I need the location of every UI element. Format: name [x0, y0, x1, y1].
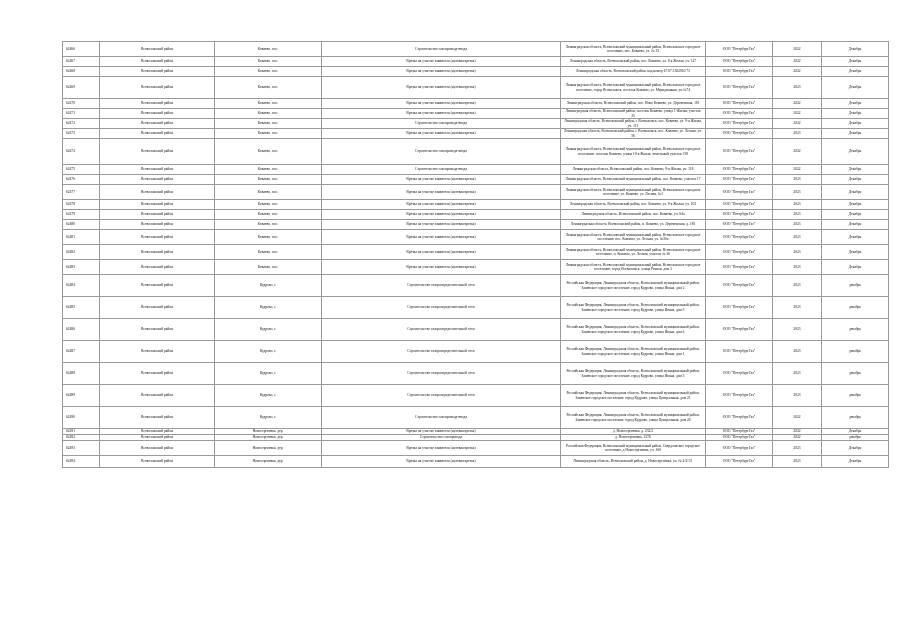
- cell-district: Всеволожский район: [100, 363, 215, 385]
- cell-month: Декабрь: [822, 210, 889, 220]
- cell-district: Всеволожский район: [100, 319, 215, 341]
- table-row: [63, 42, 889, 57]
- cell-organization: ООО "ПетербургГаз": [706, 42, 773, 57]
- table-row: [63, 109, 889, 119]
- cell-locality: Кудрово, г.: [215, 297, 322, 319]
- cell-month: Декабрь: [822, 42, 889, 57]
- cell-year: 2023: [773, 200, 822, 210]
- cell-work-type: Врезка на участке заявителя (нулевая врезка): [322, 129, 561, 139]
- cell-work-type: Врезка на участке заявителя (нулевая врезка): [322, 429, 561, 435]
- cell-month: Декабрь: [822, 57, 889, 67]
- cell-month: декабрь: [822, 297, 889, 319]
- cell-locality: Коваево, пос.: [215, 230, 322, 245]
- cell-address: Ленинградская область, Всеволожский муниципальный район, Всеволожское городское поселение, город Всеволожск, улица Речная, дом 3: [561, 260, 706, 275]
- cell-month: Декабрь: [822, 230, 889, 245]
- cell-month: декабрь: [822, 385, 889, 407]
- cell-month: Декабрь: [822, 109, 889, 119]
- cell-address: Ленинградская область, Всеволожский район, г. Всеволожск, пос. Коваево, ул. Лесная, уч. 56: [561, 129, 706, 139]
- cell-address: Ленинградская область, Всеволожский муниципальный район, Всеволожское городское поселение, пос. Коваево, ул. Лесная, уч. №30а: [561, 230, 706, 245]
- cell-year: 2023: [773, 175, 822, 185]
- cell-organization: ООО "ПетербургГаз": [706, 230, 773, 245]
- cell-work-type: Строительство газопровода-ввода: [322, 119, 561, 129]
- cell-district: Всеволожский район: [100, 42, 215, 57]
- cell-organization: ООО "ПетербургГаз": [706, 385, 773, 407]
- cell-address: Ленинградская область, Всеволожский район, д. Новосергиевка, ул. № 2/2/1/1: [561, 456, 706, 468]
- cell-month: декабрь: [822, 341, 889, 363]
- cell-id: 62481: [63, 230, 100, 245]
- cell-address: Ленинградская область, Всеволожский муниципальный район, Всеволожское городское поселение, пос. Коваево, ул. № 33: [561, 42, 706, 57]
- cell-address: Ленинградская область, Всеволожский район, пос. Ново Коваево, ул. Деревенская, 181: [561, 99, 706, 109]
- cell-locality: Коваево, пос.: [215, 57, 322, 67]
- cell-year: 2022: [773, 435, 822, 441]
- cell-address: Российская Федерация, Ленинградская область, Всеволожский муниципальный район, Заневское городское поселение, город Кудрово, улица Ивана, дом 1: [561, 341, 706, 363]
- cell-locality: Кудрово, г.: [215, 363, 322, 385]
- cell-work-type: Строительство газораспределительной сети: [322, 319, 561, 341]
- cell-year: 2023: [773, 341, 822, 363]
- cell-work-type: Строительство газораспределительной сети: [322, 363, 561, 385]
- cell-year: 2023: [773, 245, 822, 260]
- cell-organization: ООО "ПетербургГаз": [706, 363, 773, 385]
- cell-work-type: Врезка на участке заявителя (нулевая врезка): [322, 57, 561, 67]
- table-row: [63, 129, 889, 139]
- cell-district: Всеволожский район: [100, 185, 215, 200]
- cell-month: декабрь: [822, 363, 889, 385]
- cell-id: 62472: [63, 119, 100, 129]
- cell-district: Всеволожский район: [100, 77, 215, 99]
- cell-organization: ООО "ПетербургГаз": [706, 260, 773, 275]
- cell-month: Декабрь: [822, 119, 889, 129]
- cell-work-type: Врезка на участке заявителя (нулевая врезка): [322, 109, 561, 119]
- cell-district: Всеволожский район: [100, 435, 215, 441]
- cell-locality: Коваево, пос.: [215, 119, 322, 129]
- cell-month: Декабрь: [822, 175, 889, 185]
- cell-id: 62482: [63, 245, 100, 260]
- cell-address: Российская Федерация, Ленинградская область, Всеволожский муниципальный район, Заневское городское поселение, город Кудрово, улица Центральная, дом 20: [561, 407, 706, 429]
- cell-month: декабрь: [822, 319, 889, 341]
- table-row: [63, 363, 889, 385]
- cell-id: 62470: [63, 99, 100, 109]
- cell-month: Декабрь: [822, 245, 889, 260]
- cell-address: Ленинградская область, Всеволожский район, пос. Коваево, 9-я Жилая, уч. 118: [561, 165, 706, 175]
- cell-month: Декабрь: [822, 200, 889, 210]
- cell-year: 2023: [773, 275, 822, 297]
- cell-work-type: Строительство газопровода: [322, 435, 561, 441]
- cell-month: Декабрь: [822, 139, 889, 165]
- cell-id: 62473: [63, 129, 100, 139]
- cell-address: Ленинградская область, Всеволожский муниципальный район, Всеволожское городское поселение, город Всеволожск, поселок Коваево, ул. Меридианная, уч.№74: [561, 77, 706, 99]
- cell-id: 62494: [63, 456, 100, 468]
- table-row: [63, 456, 889, 468]
- cell-district: Всеволожский район: [100, 441, 215, 456]
- cell-work-type: Врезка на участке заявителя (нулевая врезка): [322, 185, 561, 200]
- cell-address: Российская Федерация, Ленинградская область, Всеволожский муниципальный район, Заневское городское поселение, город Кудрово, улица Ивана, дом 3: [561, 363, 706, 385]
- cell-month: Декабрь: [822, 67, 889, 77]
- cell-month: Декабрь: [822, 129, 889, 139]
- cell-locality: Кудрово, г.: [215, 385, 322, 407]
- cell-address: Российская Федерация, Ленинградская область, Всеволожский муниципальный район, Заневское городское поселение, город Кудрово, улица Ивана, дом 2: [561, 275, 706, 297]
- cell-work-type: Врезка на участке заявителя (нулевая врезка): [322, 99, 561, 109]
- cell-id: 62475: [63, 165, 100, 175]
- table-row: [63, 200, 889, 210]
- table-row: [63, 275, 889, 297]
- cell-organization: ООО "ПетербургГаз": [706, 185, 773, 200]
- cell-work-type: Строительство газопровода-ввода: [322, 407, 561, 429]
- cell-work-type: Строительство газопровода-ввода: [322, 42, 561, 57]
- cell-year: 2023: [773, 456, 822, 468]
- cell-year: 2022: [773, 42, 822, 57]
- table-row: [63, 220, 889, 230]
- cell-locality: Коваево, пос.: [215, 42, 322, 57]
- cell-work-type: Врезка на участке заявителя (нулевая врезка): [322, 245, 561, 260]
- cell-work-type: Врезка на участке заявителя (нулевая врезка): [322, 175, 561, 185]
- cell-district: Всеволожский район: [100, 429, 215, 435]
- cell-work-type: Врезка на участке заявителя (нулевая врезка): [322, 67, 561, 77]
- cell-month: декабрь: [822, 435, 889, 441]
- cell-locality: Коваево, пос.: [215, 67, 322, 77]
- cell-locality: Новосергиевка, дер.: [215, 456, 322, 468]
- cell-organization: ООО "ПетербургГаз": [706, 175, 773, 185]
- cell-month: Декабрь: [822, 220, 889, 230]
- cell-locality: Коваево, пос.: [215, 109, 322, 119]
- cell-locality: Коваево, пос.: [215, 165, 322, 175]
- cell-id: 62471: [63, 109, 100, 119]
- table-row: [63, 407, 889, 429]
- cell-organization: ООО "ПетербургГаз": [706, 109, 773, 119]
- cell-year: 2023: [773, 230, 822, 245]
- cell-work-type: Врезка на участке заявителя (нулевая врезка): [322, 220, 561, 230]
- cell-organization: ООО "ПетербургГаз": [706, 210, 773, 220]
- cell-district: Всеволожский район: [100, 99, 215, 109]
- cell-organization: ООО "ПетербургГаз": [706, 165, 773, 175]
- cell-work-type: Врезка на участке заявителя (нулевая врезка): [322, 441, 561, 456]
- table-row: [63, 260, 889, 275]
- cell-address: Ленинградская область, Всеволожский район, пос. Коваево, ул. 8-я Жилая, уч. 102: [561, 200, 706, 210]
- cell-id: 62479: [63, 210, 100, 220]
- cell-work-type: Строительство газопровода-ввода: [322, 139, 561, 165]
- cell-organization: ООО "ПетербургГаз": [706, 220, 773, 230]
- cell-year: 2022: [773, 109, 822, 119]
- cell-id: 62492: [63, 435, 100, 441]
- cell-month: декабрь: [822, 407, 889, 429]
- cell-work-type: Врезка на участке заявителя (нулевая врезка): [322, 260, 561, 275]
- cell-id: 62484: [63, 275, 100, 297]
- cell-locality: Кудрово, г.: [215, 407, 322, 429]
- table-row: [63, 210, 889, 220]
- table-row: [63, 175, 889, 185]
- cell-id: 62491: [63, 429, 100, 435]
- cell-id: 62490: [63, 407, 100, 429]
- table-row: [63, 230, 889, 245]
- cell-month: Декабрь: [822, 429, 889, 435]
- cell-address: Ленинградская область, Всеволожский район, пос. Коваево, ул. 8-я Жилая, уч. 127: [561, 57, 706, 67]
- cell-organization: ООО "ПетербургГаз": [706, 245, 773, 260]
- cell-organization: ООО "ПетербургГаз": [706, 200, 773, 210]
- table-row: [63, 441, 889, 456]
- cell-organization: ООО "ПетербургГаз": [706, 407, 773, 429]
- cell-district: Всеволожский район: [100, 341, 215, 363]
- cell-month: Декабрь: [822, 185, 889, 200]
- cell-organization: ООО "ПетербургГаз": [706, 129, 773, 139]
- cell-id: 62487: [63, 341, 100, 363]
- cell-year: 2022: [773, 165, 822, 175]
- cell-district: Всеволожский район: [100, 297, 215, 319]
- table-row: [63, 99, 889, 109]
- cell-address: Российская Федерация, Всеволожский муниципальный район, Свердловское городское поселение, д.Новосергиевка, уч. 160: [561, 441, 706, 456]
- cell-locality: Коваево, пос.: [215, 210, 322, 220]
- cell-locality: Коваево, пос.: [215, 129, 322, 139]
- cell-id: 62483: [63, 260, 100, 275]
- cell-id: 62467: [63, 57, 100, 67]
- cell-address: Ленинградская область, Всеволожский район, кад.номер 47:07:1302010:73: [561, 67, 706, 77]
- cell-year: 2022: [773, 119, 822, 129]
- cell-organization: ООО "ПетербургГаз": [706, 319, 773, 341]
- cell-locality: Коваево, пос.: [215, 99, 322, 109]
- cell-locality: Кудрово, г.: [215, 341, 322, 363]
- cell-id: 62488: [63, 363, 100, 385]
- cell-address: Российская Федерация, Ленинградская область, Всеволожский муниципальный район, Заневское городское поселение, город Кудрово, улица Ивана, дом 5: [561, 297, 706, 319]
- cell-year: 2022: [773, 99, 822, 109]
- cell-year: 2023: [773, 260, 822, 275]
- cell-locality: Коваево, пос.: [215, 245, 322, 260]
- cell-district: Всеволожский район: [100, 200, 215, 210]
- cell-work-type: Врезка на участке заявителя (нулевая врезка): [322, 200, 561, 210]
- cell-organization: ООО "ПетербургГаз": [706, 441, 773, 456]
- cell-month: Декабрь: [822, 165, 889, 175]
- cell-id: 62493: [63, 441, 100, 456]
- cell-organization: ООО "ПетербургГаз": [706, 77, 773, 99]
- cell-work-type: Врезка на участке заявителя (нулевая врезка): [322, 230, 561, 245]
- table-row: [63, 57, 889, 67]
- table-row: [63, 165, 889, 175]
- cell-district: Всеволожский район: [100, 57, 215, 67]
- cell-year: 2022: [773, 139, 822, 165]
- cell-district: Всеволожский район: [100, 220, 215, 230]
- cell-year: 2023: [773, 297, 822, 319]
- cell-month: Декабрь: [822, 260, 889, 275]
- cell-locality: Новосергиевка, дер.: [215, 435, 322, 441]
- cell-year: 2023: [773, 129, 822, 139]
- cell-year: 2023: [773, 385, 822, 407]
- cell-work-type: Врезка на участке заявителя (нулевая врезка): [322, 77, 561, 99]
- cell-organization: ООО "ПетербургГаз": [706, 297, 773, 319]
- document-page: [62, 41, 862, 468]
- cell-address: д. Новосергиевка, д. 232/2: [561, 429, 706, 435]
- table-row: [63, 297, 889, 319]
- cell-id: 62469: [63, 77, 100, 99]
- cell-organization: ООО "ПетербургГаз": [706, 119, 773, 129]
- cell-address: Российская Федерация, Ленинградская область, Всеволожский муниципальный район, Заневское городское поселение, город Кудрово, улица Центральная, дом 21: [561, 385, 706, 407]
- cell-address: Ленинградская область, Всеволожский район, пос. Коваево, уч. 64а: [561, 210, 706, 220]
- cell-work-type: Строительство газораспределительной сети: [322, 341, 561, 363]
- table-row: [63, 245, 889, 260]
- cell-address: Ленинградская область, Всеволожский муниципальный район, Всеволожское городское поселение, п. Коваево, ул. Лесная, участок № 26: [561, 245, 706, 260]
- cell-month: Декабрь: [822, 77, 889, 99]
- cell-address: Ленинградская область, Всеволожский муниципальный район, Всеволожское городское поселение, поселок Коваево, улица 10-я Жилая, земельный участок 138: [561, 139, 706, 165]
- cell-address: Ленинградская область, Всеволожский муниципальный район, Всеволожское городское поселение, ул. Коваево, ул. Лесная, №1: [561, 185, 706, 200]
- cell-id: 62478: [63, 200, 100, 210]
- cell-year: 2023: [773, 77, 822, 99]
- cell-month: Декабрь: [822, 441, 889, 456]
- table-row: [63, 319, 889, 341]
- table-row: [63, 67, 889, 77]
- cell-id: 62480: [63, 220, 100, 230]
- table-row: [63, 341, 889, 363]
- cell-organization: ООО "ПетербургГаз": [706, 435, 773, 441]
- cell-district: Всеволожский район: [100, 260, 215, 275]
- cell-year: 2022: [773, 57, 822, 67]
- cell-id: 62489: [63, 385, 100, 407]
- cell-year: 2023: [773, 185, 822, 200]
- cell-district: Всеволожский район: [100, 407, 215, 429]
- cell-district: Всеволожский район: [100, 245, 215, 260]
- cell-organization: ООО "ПетербургГаз": [706, 429, 773, 435]
- cell-organization: ООО "ПетербургГаз": [706, 67, 773, 77]
- cell-district: Всеволожский район: [100, 109, 215, 119]
- table-row: [63, 185, 889, 200]
- table-body: [63, 42, 889, 468]
- cell-locality: Новосергиевка, дер.: [215, 441, 322, 456]
- cell-address: д. Новосергиевка, 137Б: [561, 435, 706, 441]
- cell-district: Всеволожский район: [100, 275, 215, 297]
- cell-organization: ООО "ПетербургГаз": [706, 99, 773, 109]
- cell-district: Всеволожский район: [100, 456, 215, 468]
- cell-district: Всеволожский район: [100, 385, 215, 407]
- cell-district: Всеволожский район: [100, 67, 215, 77]
- cell-locality: Коваево, пос.: [215, 200, 322, 210]
- cell-year: 2023: [773, 441, 822, 456]
- cell-locality: Коваево, пос.: [215, 220, 322, 230]
- table-row: [63, 77, 889, 99]
- table-row: [63, 119, 889, 129]
- cell-id: 62466: [63, 42, 100, 57]
- cell-work-type: Строительство газораспределительной сети: [322, 385, 561, 407]
- cell-work-type: Строительство газопровода-ввода: [322, 165, 561, 175]
- cell-district: Всеволожский район: [100, 139, 215, 165]
- cell-year: 2023: [773, 363, 822, 385]
- table-row: [63, 385, 889, 407]
- cell-id: 62476: [63, 175, 100, 185]
- cell-district: Всеволожский район: [100, 165, 215, 175]
- cell-locality: Новосергиевка, дер.: [215, 429, 322, 435]
- cell-id: 62485: [63, 297, 100, 319]
- cell-month: Декабрь: [822, 99, 889, 109]
- cell-locality: Коваево, пос.: [215, 175, 322, 185]
- table-row: [63, 139, 889, 165]
- cell-id: 62477: [63, 185, 100, 200]
- cell-work-type: Врезка на участке заявителя (нулевая врезка): [322, 456, 561, 468]
- cell-district: Всеволожский район: [100, 230, 215, 245]
- cell-month: декабрь: [822, 275, 889, 297]
- cell-month: Декабрь: [822, 456, 889, 468]
- cell-work-type: Строительство газораспределительной сети: [322, 275, 561, 297]
- cell-year: 2022: [773, 67, 822, 77]
- cell-address: Ленинградская область, Всеволожский район, г. Всеволожск, пос. Коваево, ул. 9-я Жилая, уч. 111: [561, 119, 706, 129]
- cell-id: 62474: [63, 139, 100, 165]
- cell-address: Ленинградская область, Всеволожский муниципальный район, пос. Коваево, участок 17: [561, 175, 706, 185]
- gas-works-table: [62, 41, 889, 468]
- cell-work-type: Строительство газораспределительной сети: [322, 297, 561, 319]
- cell-address: Ленинградская область, Всеволожский район, поселок Коваево, улица 1-Жилая, участок 25: [561, 109, 706, 119]
- cell-organization: ООО "ПетербургГаз": [706, 57, 773, 67]
- cell-year: 2023: [773, 220, 822, 230]
- cell-locality: Кудрово, г.: [215, 319, 322, 341]
- cell-district: Всеволожский район: [100, 119, 215, 129]
- cell-id: 62468: [63, 67, 100, 77]
- cell-district: Всеволожский район: [100, 210, 215, 220]
- cell-work-type: Врезка на участке заявителя (нулевая врезка): [322, 210, 561, 220]
- cell-year: 2023: [773, 319, 822, 341]
- cell-year: 2022: [773, 429, 822, 435]
- cell-locality: Коваево, пос.: [215, 185, 322, 200]
- cell-district: Всеволожский район: [100, 175, 215, 185]
- cell-locality: Коваево, пос.: [215, 260, 322, 275]
- cell-year: 2022: [773, 407, 822, 429]
- cell-organization: ООО "ПетербургГаз": [706, 456, 773, 468]
- cell-locality: Кудрово, г.: [215, 275, 322, 297]
- cell-district: Всеволожский район: [100, 129, 215, 139]
- cell-locality: Коваево, пос.: [215, 77, 322, 99]
- cell-address: Ленинградская область, Всеволожский район, п. Коваево, ул. Деревенская, д. 185: [561, 220, 706, 230]
- cell-id: 62486: [63, 319, 100, 341]
- cell-address: Российская Федерация, Ленинградская область, Всеволожский муниципальный район, Заневское городское поселение, город Кудрово, улица Ивана, дом 4: [561, 319, 706, 341]
- cell-organization: ООО "ПетербургГаз": [706, 341, 773, 363]
- cell-organization: ООО "ПетербургГаз": [706, 275, 773, 297]
- cell-locality: Коваево, пос.: [215, 139, 322, 165]
- cell-organization: ООО "ПетербургГаз": [706, 139, 773, 165]
- cell-year: 2023: [773, 210, 822, 220]
